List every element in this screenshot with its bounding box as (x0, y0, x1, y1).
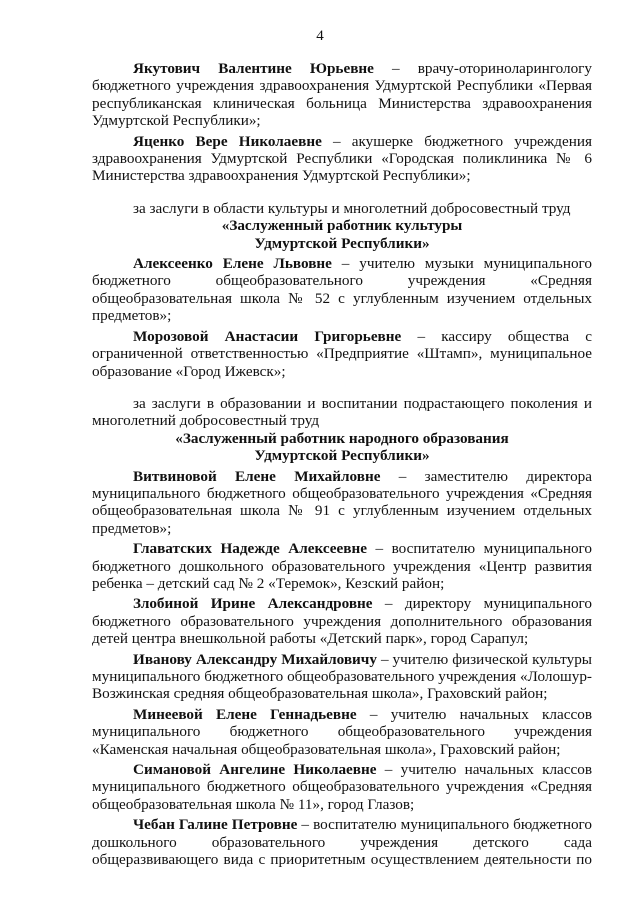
award-title-line: «Заслуженный работник культуры (221, 217, 463, 235)
recipient-name: Якутович Валентине Юрьевне (133, 60, 374, 77)
recipient-name: Чебан Галине Петровне (133, 816, 298, 834)
recipient-position: – акушерке бюджетного учреждения здравоохранения Удмуртской Республики «Городская поликлиника № 6 Министерства здравоохранения Удмуртской Республики»; (92, 132, 592, 185)
recipient-name: Яценко Вере Николаевне (133, 132, 322, 150)
award-reason: за заслуги в области культуры и многолетний добросовестный труд (133, 199, 571, 217)
recipient-name: Морозовой Анастасии Григорьевне (133, 327, 402, 345)
award-entry (92, 133, 592, 185)
recipient-position: – заместителю директора муниципального бюджетного общеобразовательного учреждения «Средняя общеобразовательная школа № 91 с углубленным изучением отдельных предметов»; (92, 467, 593, 537)
award-title-line: «Заслуженный работник народного образования (175, 429, 509, 447)
award-entry (92, 255, 592, 325)
award-entry (92, 468, 592, 538)
recipient-position: – кассиру общества с ограниченной ответственностью «Предприятие «Штамп», муниципальное образование «Город Ижевск»; (92, 327, 593, 380)
page-number: 4 (316, 28, 324, 44)
recipient-position: – воспитателю муниципального бюджетного дошкольного образовательного учреждения «Центр развития ребенка – детский сад № 2 «Теремок», Кезский район; (92, 540, 592, 592)
recipient-name: Алексеенко Елене Львовне (133, 255, 332, 273)
recipient-position: – учителю начальных классов муниципального бюджетного общеобразовательного учреждения «Каменская начальная общеобразовательная школа», Граховский район; (92, 705, 592, 758)
recipient-position: – учителю начальных классов муниципального бюджетного общеобразовательного учреждения «Средняя общеобразовательная школа № 11», город Глазов; (92, 761, 593, 813)
recipient-name: Иванову Александру Михайловичу (133, 650, 377, 668)
document-body (92, 60, 592, 871)
award-entry (92, 651, 592, 703)
recipient-position: – воспитателю муниципального бюджетного дошкольного образовательного учреждения детского сада общеразвивающего вида с приоритетным осуществлением деятельности по (92, 816, 592, 869)
award-title-line: Удмуртской Республики» (254, 234, 430, 252)
recipient-position: – врачу-оториноларингологу бюджетного учреждения здравоохранения Удмуртской Республики «Первая республиканская клиническая больница Министерства здравоохранения Удмуртской Республики»; (92, 60, 592, 130)
award-entry (92, 60, 592, 130)
award-entry (92, 816, 592, 868)
award-title-line: Удмуртской Республики» (254, 447, 430, 465)
award-entry (92, 540, 592, 592)
recipient-name: Витвиновой Елене Михайловне (133, 467, 381, 485)
recipient-position: – учителю музыки муниципального бюджетного общеобразовательного учреждения «Средняя общеобразовательная школа № 52 с углубленным изучением отдельных предметов»; (92, 255, 592, 325)
award-reason: за заслуги в образовании и воспитании подрастающего поколения и многолетний добросовестный труд (92, 394, 592, 430)
recipient-name: Главатских Надежде Алексеевне (133, 540, 367, 558)
award-entry (92, 706, 592, 758)
recipient-position: – директору муниципального бюджетного образовательного учреждения дополнительного образования детей центра внешкольной работы «Детский парк», город Сарапул; (92, 595, 592, 648)
award-entry (92, 595, 592, 647)
recipient-name: Минеевой Елене Геннадьевне (133, 705, 357, 723)
award-entry (92, 328, 592, 380)
award-entry (92, 761, 592, 813)
recipient-name: Злобиной Ирине Александровне (133, 595, 373, 613)
recipient-position: – учителю физической культуры муниципального бюджетного общеобразовательного учреждения «Лолошур-Возжинская средняя общеобразовательная школа», Граховский район; (92, 650, 592, 703)
recipient-name: Симановой Ангелине Николаевне (133, 761, 377, 779)
